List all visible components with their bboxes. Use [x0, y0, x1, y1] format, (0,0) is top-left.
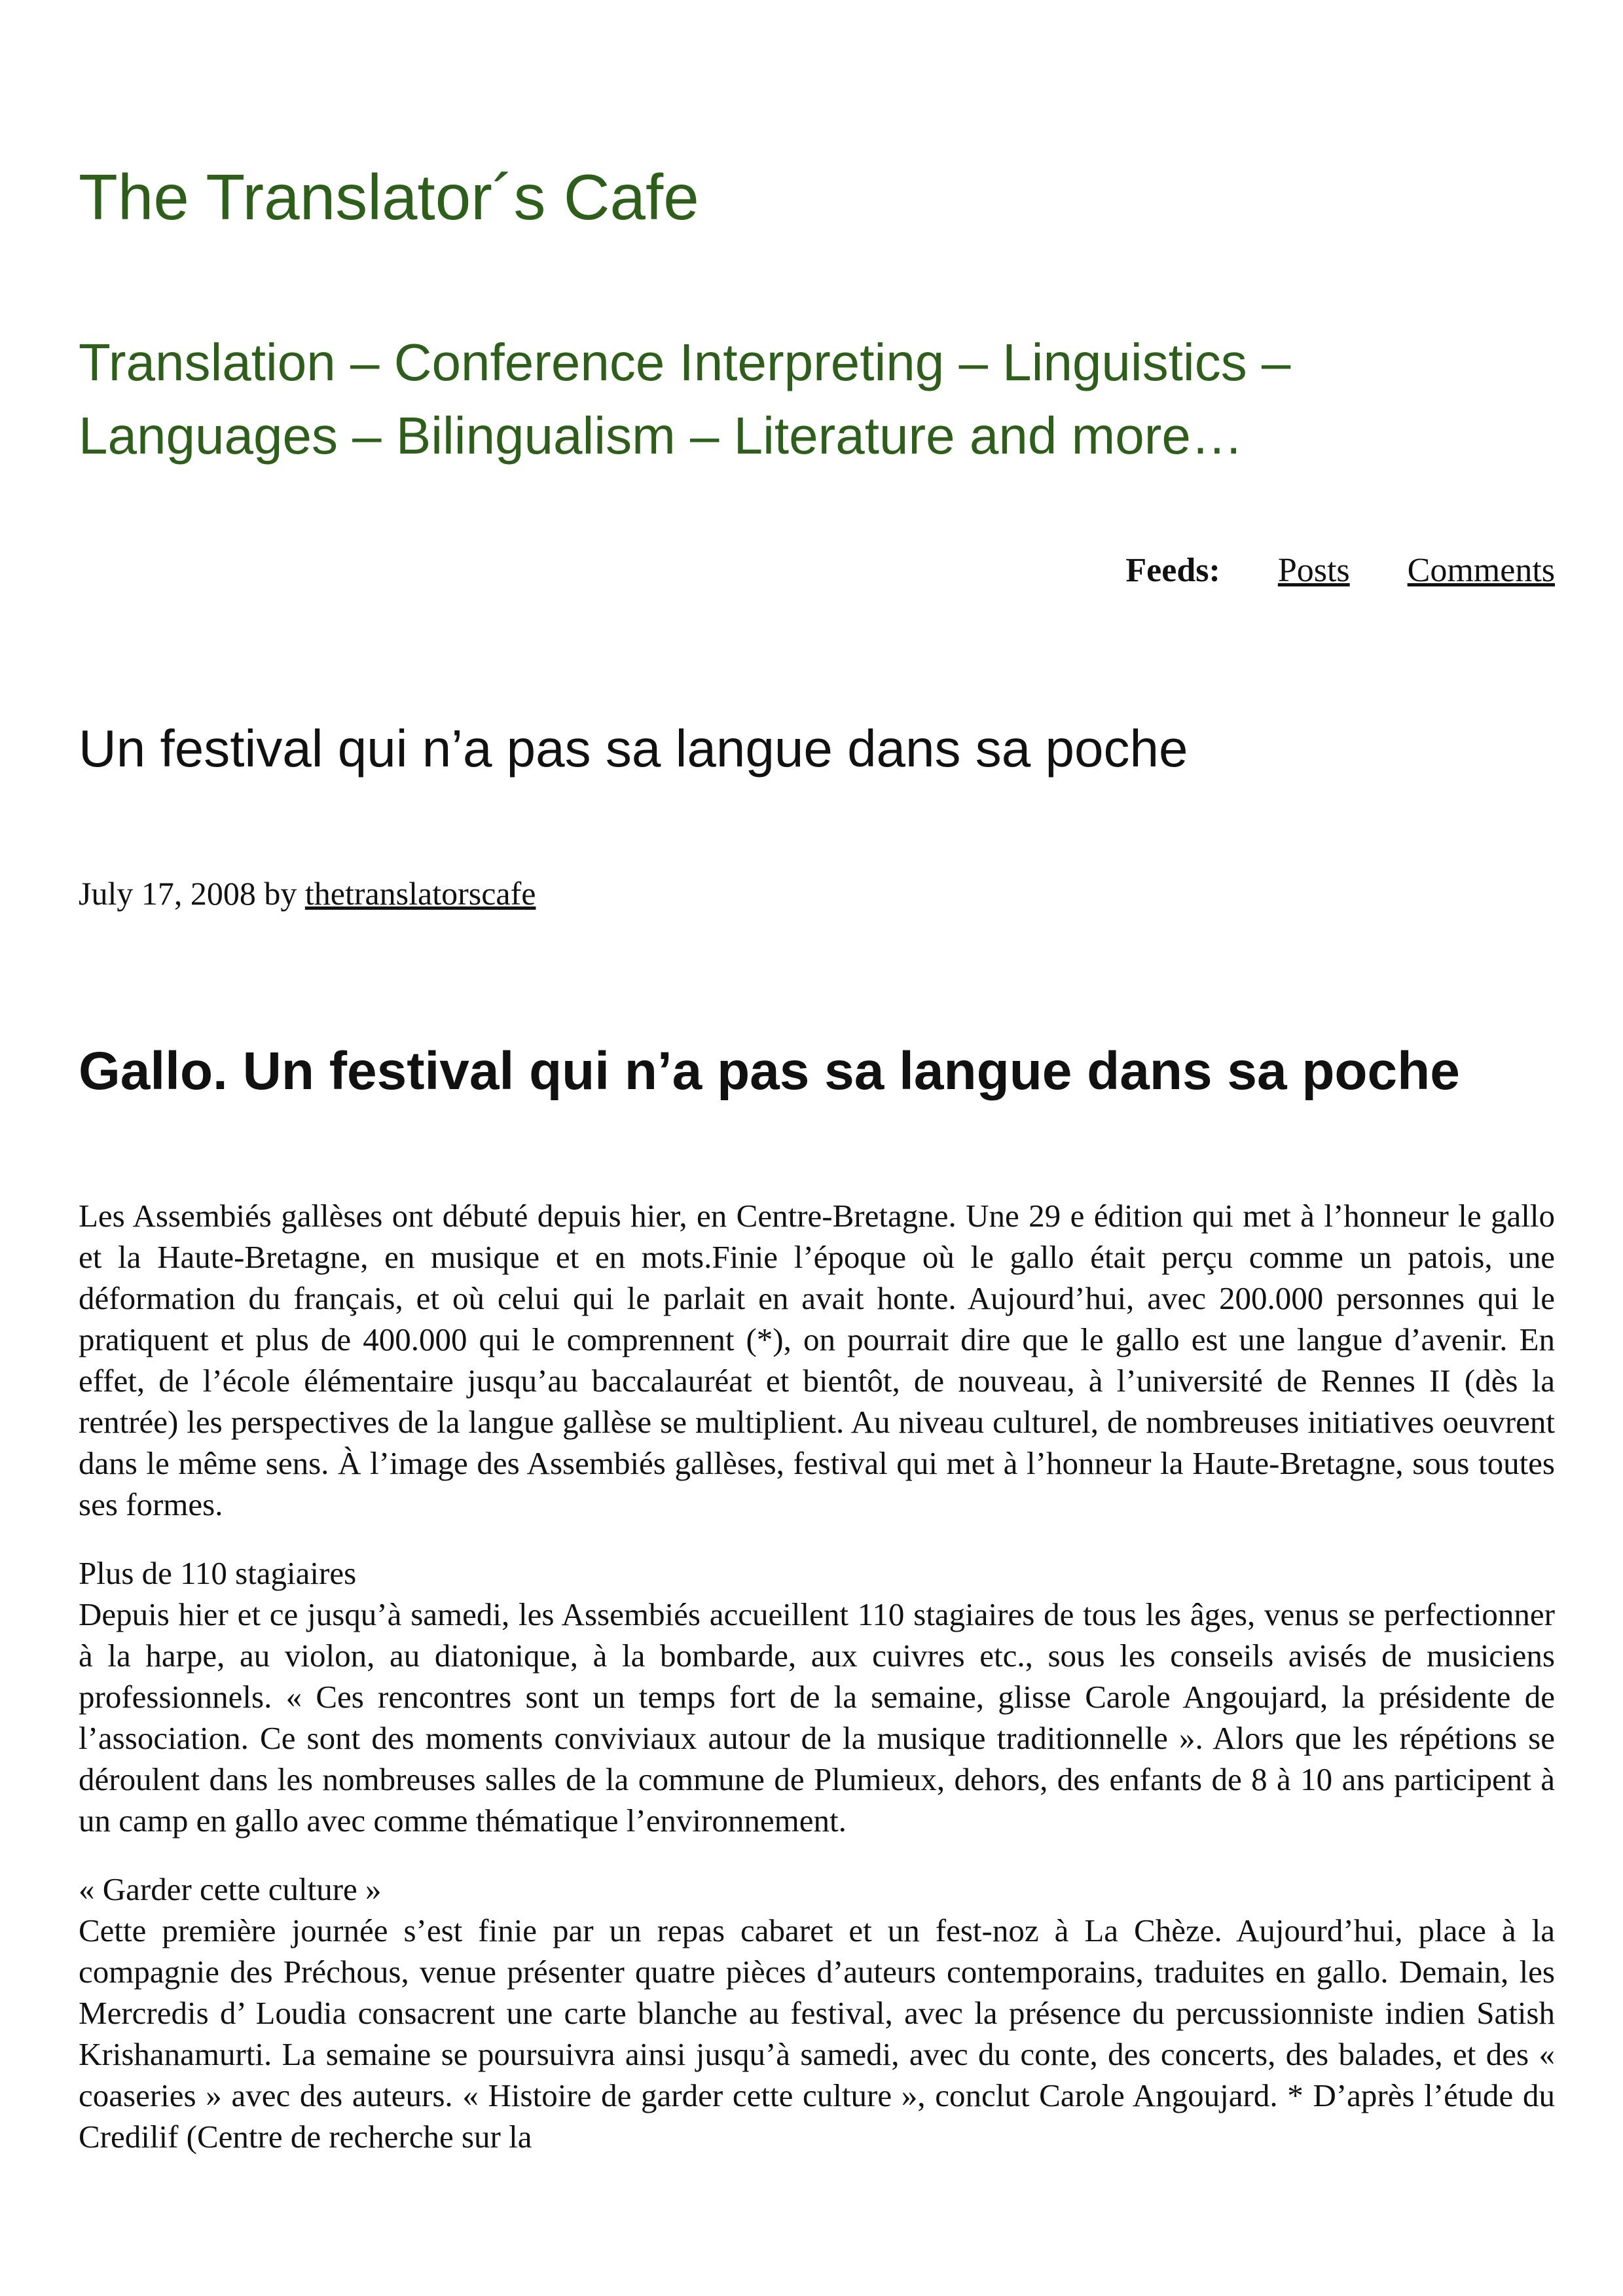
post-by: by: [264, 875, 297, 912]
paragraph-3: Cette première journée s’est finie par un repas cabaret et un fest-noz à La Chèze. Aujourd’hui, place à la compagnie des Préchous, venue présenter quatre pièces d’auteurs contemporains, traduites en gallo. Demain, les Mercredis d’ Loudia consacrent une carte blanche au festival, avec la présence du percussionniste indien Satish Krishanamurti. La semaine se poursuivra ainsi jusqu’à samedi, avec du conte, des concerts, des balades, et des « coaseries » avec des auteurs. « Histoire de garder cette culture », conclut Carole Angoujard. * D’après l’étude du Credilif (Centre de recherche sur la: [79, 1912, 1555, 2155]
subheading-2: Plus de 110 stagiaires: [79, 1555, 357, 1591]
site-description: Translation – Conference Interpreting – Linguistics – Languages – Bilingualism – Literature and more…: [79, 333, 1291, 465]
site-title[interactable]: The Translator´s Cafe: [79, 161, 699, 233]
entry-content: [79, 1195, 1555, 2185]
post-meta: [79, 874, 536, 912]
section-3: [79, 1869, 1555, 2157]
feed-posts-link[interactable]: Posts: [1277, 552, 1350, 589]
entry-heading: Gallo. Un festival qui n’a pas sa langue dans sa poche: [79, 1041, 1460, 1101]
feeds-bar: [1125, 551, 1555, 590]
feeds-label: Feeds:: [1125, 552, 1220, 589]
feed-comments-link[interactable]: Comments: [1407, 552, 1555, 589]
paragraph-1: Les Assembiés gallèses ont débuté depuis hier, en Centre-Bretagne. Une 29 e édition qui met à l’honneur le gallo et la Haute-Bretagne, en musique et en mots.Finie l’époque où le gallo était perçu comme un patois, une déformation du français, et où celui qui le parlait en avait honte. Aujourd’hui, avec 200.000 personnes qui le pratiquent et plus de 400.000 qui le comprennent (*), on pourrait dire que le gallo est une langue d’avenir. En effet, de l’école élémentaire jusqu’au baccalauréat et bientôt, de nouveau, à l’université de Rennes II (dès la rentrée) les perspectives de la langue gallèse se multiplient. Au niveau culturel, de nombreuses initiatives oeuvrent dans le même sens. À l’image des Assembiés gallèses, festival qui met à l’honneur la Haute-Bretagne, sous toutes ses formes.: [79, 1198, 1555, 1522]
paragraph-2: Depuis hier et ce jusqu’à samedi, les Assembiés accueillent 110 stagiaires de tous les âges, venus se perfectionner à la harpe, au violon, au diatonique, à la bombarde, aux cuivres etc., sous les conseils avisés de musiciens professionnels. « Ces rencontres sont un temps fort de la semaine, glisse Carole Angoujard, la présidente de l’association. Ce sont des moments conviviaux autour de la musique traditionnelle ». Alors que les répétions se déroulent dans les nombreuses salles de la commune de Plumieux, dehors, des enfants de 8 à 10 ans participent à un camp en gallo avec comme thématique l’environnement.: [79, 1596, 1555, 1839]
post-author-link[interactable]: thetranslatorscafe: [304, 875, 536, 912]
post-title[interactable]: Un festival qui n’a pas sa langue dans sa poche: [79, 719, 1188, 778]
subheading-3: « Garder cette culture »: [79, 1871, 382, 1907]
post-date: July 17, 2008: [79, 875, 256, 912]
section-2: [79, 1552, 1555, 1841]
